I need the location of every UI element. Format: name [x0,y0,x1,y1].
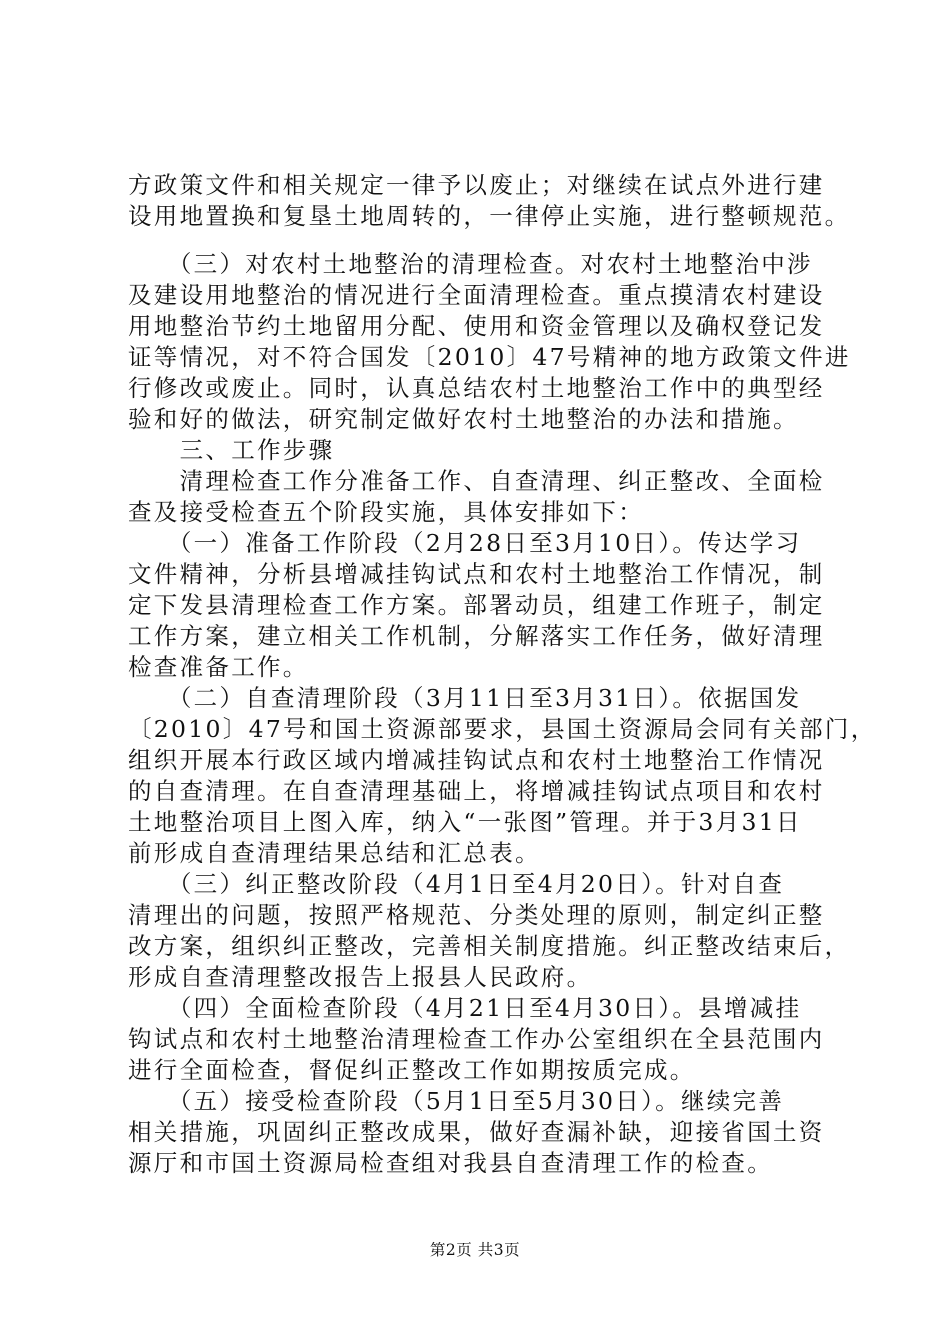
text-line: 清理检查工作分准备工作、自查清理、纠正整改、全面检 [128,467,825,495]
text-line: （四）全面检查阶段（4月21日至4月30日）。县增减挂 [128,994,802,1022]
text-line: 验和好的做法，研究制定做好农村土地整治的办法和措施。 [128,405,799,433]
text-line: 设用地置换和复垦土地周转的，一律停止实施，进行整顿规范。 [128,202,851,230]
section-heading: 三、工作步骤 [128,436,335,464]
text-line: 进行全面检查，督促纠正整改工作如期按质完成。 [128,1056,696,1084]
text-line: 组织开展本行政区域内增减挂钩试点和农村土地整治工作情况 [128,746,825,774]
text-line: 形成自查清理整改报告上报县人民政府。 [128,963,593,991]
page-footer: 第2页 共3页 [429,1241,521,1259]
text-line: 相关措施，巩固纠正整改成果，做好查漏补缺，迎接省国土资 [128,1118,825,1146]
text-line: 的自查清理。在自查清理基础上，将增减挂钩试点项目和农村 [128,777,825,805]
text-line: （二）自查清理阶段（3月11日至3月31日）。依据国发 [128,684,802,712]
text-line: 前形成自查清理结果总结和汇总表。 [128,839,541,867]
text-line: 清理出的问题，按照严格规范、分类处理的原则，制定纠正整 [128,901,825,929]
document-body [128,170,877,1179]
text-line: 工作方案，建立相关工作机制，分解落实工作任务，做好清理 [128,622,825,650]
text-line: 源厅和市国土资源局检查组对我县自查清理工作的检查。 [128,1149,773,1177]
text-line: 用地整治节约土地留用分配、使用和资金管理以及确权登记发 [128,312,825,340]
text-line: 文件精神，分析县增减挂钩试点和农村土地整治工作情况，制 [128,560,825,588]
text-line: 〔2010〕47号和国土资源部要求，县国土资源局会同有关部门， [128,715,877,743]
text-line: （三）对农村土地整治的清理检查。对农村土地整治中涉 [128,250,813,278]
paragraph-gap [128,232,834,249]
text-line: （一）准备工作阶段（2月28日至3月10日）。传达学习 [128,529,802,557]
text-line: （五）接受检查阶段（5月1日至5月30日）。继续完善 [128,1087,785,1115]
text-line: 定下发县清理检查工作方案。部署动员，组建工作班子，制定 [128,591,825,619]
text-line: 检查准备工作。 [128,653,309,681]
text-line: 证等情况，对不符合国发〔2010〕47号精神的地方政策文件进 [128,343,851,371]
text-line: 行修改或废止。同时，认真总结农村土地整治工作中的典型经 [128,374,825,402]
text-line: 及建设用地整治的情况进行全面清理检查。重点摸清农村建设 [128,281,825,309]
text-line: 土地整治项目上图入库，纳入“一张图”管理。并于3月31日 [128,808,802,836]
text-line: 改方案，组织纠正整改，完善相关制度措施。纠正整改结束后， [128,932,851,960]
text-line: 方政策文件和相关规定一律予以废止；对继续在试点外进行建 [128,171,825,199]
text-line: （三）纠正整改阶段（4月1日至4月20日）。针对自查 [128,870,785,898]
text-line: 查及接受检查五个阶段实施，具体安排如下： [128,498,644,526]
text-line: 钩试点和农村土地整治清理检查工作办公室组织在全县范围内 [128,1025,825,1053]
